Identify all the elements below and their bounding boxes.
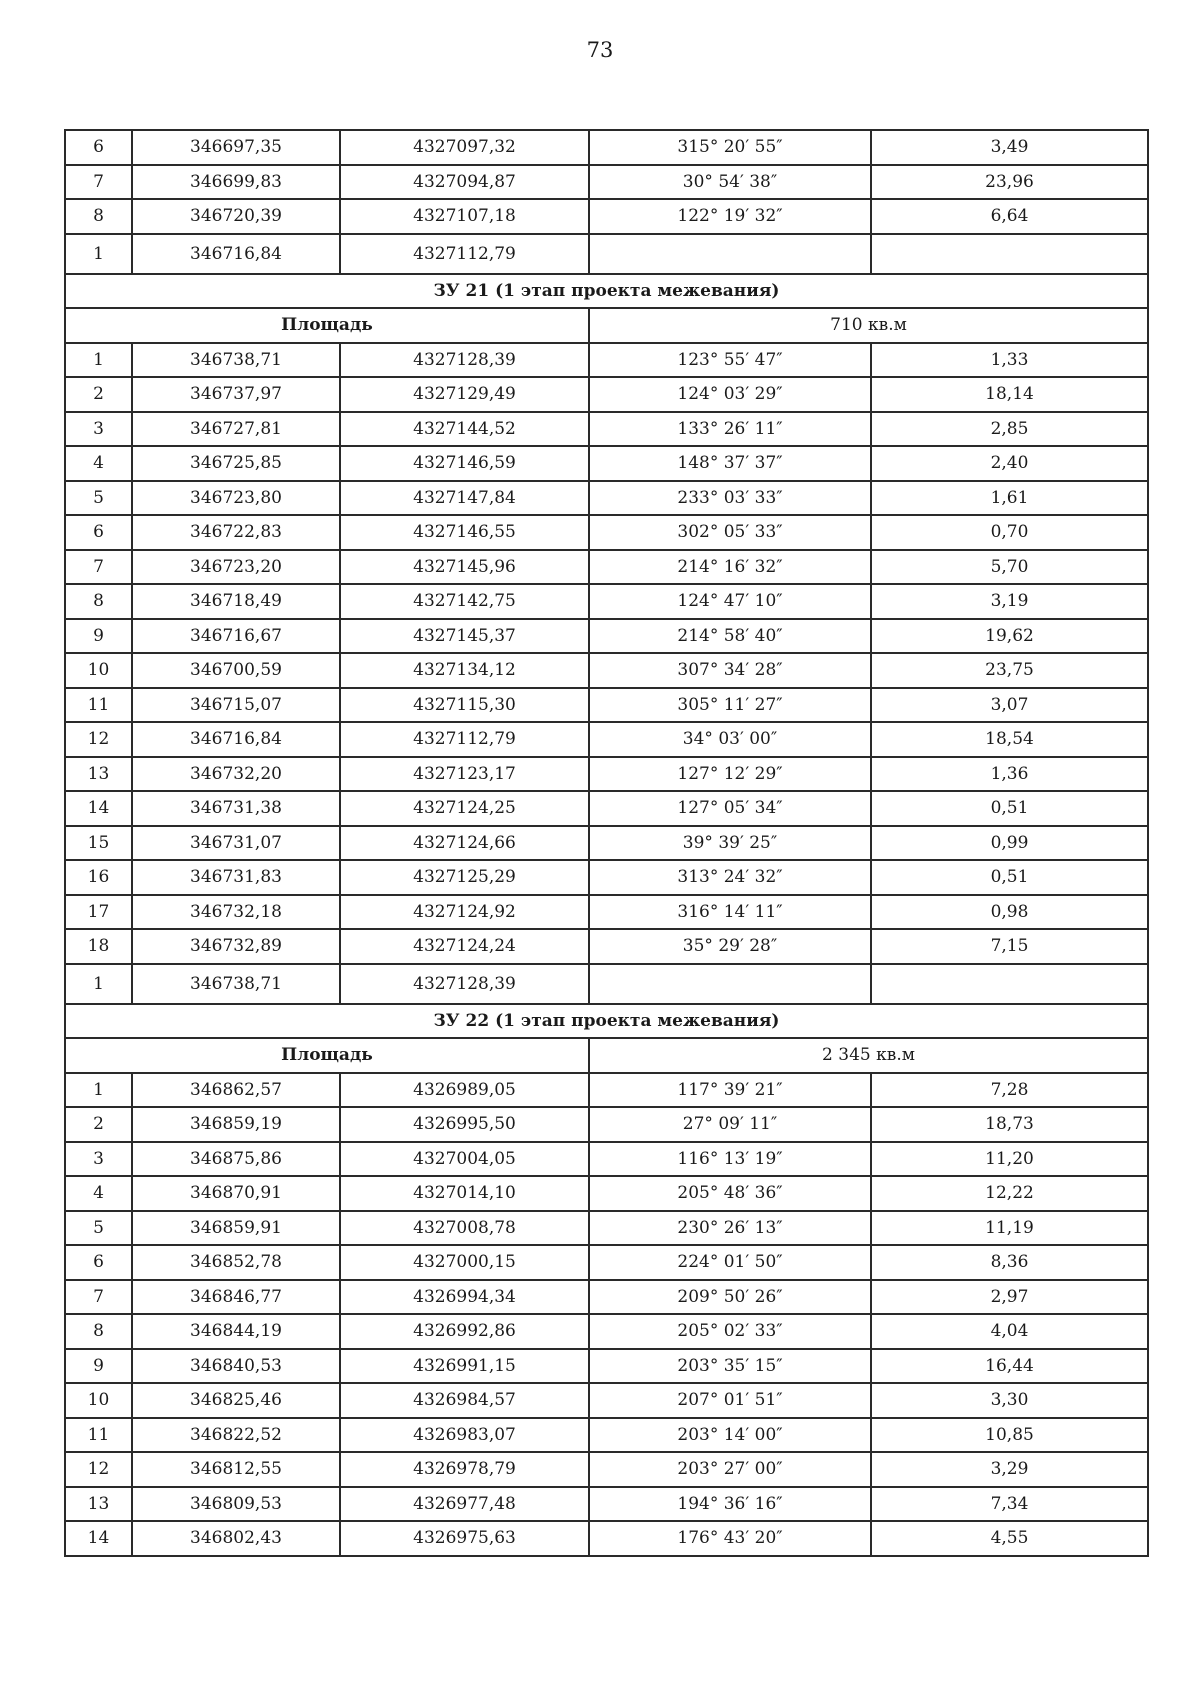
table-row [65, 446, 1148, 481]
coordinate-x: 346738,71 [132, 343, 340, 378]
point-number: 8 [65, 1314, 132, 1349]
point-number: 6 [65, 1245, 132, 1280]
segment-length: 5,70 [871, 550, 1148, 585]
point-number: 1 [65, 964, 132, 1004]
table-row [65, 550, 1148, 585]
area-value: 710 кв.м [589, 308, 1148, 343]
segment-length: 3,07 [871, 688, 1148, 723]
point-number: 7 [65, 165, 132, 200]
coordinate-x: 346731,83 [132, 860, 340, 895]
direction-angle: 30° 54′ 38″ [589, 165, 871, 200]
coordinate-y: 4327142,75 [340, 584, 589, 619]
coordinate-x: 346697,35 [132, 130, 340, 165]
direction-angle: 127° 12′ 29″ [589, 757, 871, 792]
table-row [65, 1314, 1148, 1349]
coordinate-x: 346716,84 [132, 722, 340, 757]
segment-length: 0,51 [871, 860, 1148, 895]
coordinate-y: 4327129,49 [340, 377, 589, 412]
direction-angle: 302° 05′ 33″ [589, 515, 871, 550]
point-number: 14 [65, 791, 132, 826]
direction-angle: 124° 03′ 29″ [589, 377, 871, 412]
direction-angle: 315° 20′ 55″ [589, 130, 871, 165]
direction-angle: 148° 37′ 37″ [589, 446, 871, 481]
segment-length: 12,22 [871, 1176, 1148, 1211]
point-number: 2 [65, 377, 132, 412]
coordinate-x: 346812,55 [132, 1452, 340, 1487]
segment-length: 11,20 [871, 1142, 1148, 1177]
segment-length: 16,44 [871, 1349, 1148, 1384]
direction-angle: 117° 39′ 21″ [589, 1073, 871, 1108]
table-row [65, 412, 1148, 447]
table-row [65, 791, 1148, 826]
point-number: 15 [65, 826, 132, 861]
table-row [65, 1521, 1148, 1556]
point-number: 4 [65, 446, 132, 481]
direction-angle: 209° 50′ 26″ [589, 1280, 871, 1315]
coordinate-x: 346699,83 [132, 165, 340, 200]
direction-angle: 205° 02′ 33″ [589, 1314, 871, 1349]
segment-length: 23,75 [871, 653, 1148, 688]
point-number: 14 [65, 1521, 132, 1556]
segment-length: 1,33 [871, 343, 1148, 378]
coordinate-y: 4327115,30 [340, 688, 589, 723]
direction-angle: 122° 19′ 32″ [589, 199, 871, 234]
table-row [65, 653, 1148, 688]
table-row [65, 1176, 1148, 1211]
coordinate-x: 346716,67 [132, 619, 340, 654]
segment-length: 18,54 [871, 722, 1148, 757]
table-row [65, 722, 1148, 757]
coordinate-y: 4327008,78 [340, 1211, 589, 1246]
coordinate-y: 4327112,79 [340, 234, 589, 274]
segment-length: 2,40 [871, 446, 1148, 481]
direction-angle: 224° 01′ 50″ [589, 1245, 871, 1280]
point-number: 3 [65, 1142, 132, 1177]
segment-length: 18,14 [871, 377, 1148, 412]
coordinate-x: 346716,84 [132, 234, 340, 274]
area-label: Площадь [65, 308, 589, 343]
coordinate-x: 346727,81 [132, 412, 340, 447]
coordinate-x: 346844,19 [132, 1314, 340, 1349]
coordinate-x: 346722,83 [132, 515, 340, 550]
coordinate-x: 346725,85 [132, 446, 340, 481]
coordinate-y: 4326978,79 [340, 1452, 589, 1487]
coordinate-x: 346723,80 [132, 481, 340, 516]
coordinate-x: 346723,20 [132, 550, 340, 585]
coordinate-y: 4327107,18 [340, 199, 589, 234]
segment-length: 7,34 [871, 1487, 1148, 1522]
table-row [65, 929, 1148, 964]
coordinate-y: 4327124,24 [340, 929, 589, 964]
coordinate-x: 346731,07 [132, 826, 340, 861]
coordinate-x: 346802,43 [132, 1521, 340, 1556]
coordinate-y: 4327128,39 [340, 964, 589, 1004]
coordinate-y: 4327145,96 [340, 550, 589, 585]
point-number: 5 [65, 1211, 132, 1246]
point-number: 7 [65, 1280, 132, 1315]
table-row [65, 688, 1148, 723]
coordinate-y: 4327097,32 [340, 130, 589, 165]
area-row [65, 1038, 1148, 1073]
segment-length: 3,30 [871, 1383, 1148, 1418]
table-row [65, 343, 1148, 378]
segment-length: 23,96 [871, 165, 1148, 200]
section-title: ЗУ 21 (1 этап проекта межевания) [65, 274, 1148, 309]
segment-length: 1,61 [871, 481, 1148, 516]
point-number: 18 [65, 929, 132, 964]
coordinate-y: 4327134,12 [340, 653, 589, 688]
coordinates-table-body [65, 130, 1148, 1556]
direction-angle: 194° 36′ 16″ [589, 1487, 871, 1522]
closing-point-row [65, 234, 1148, 274]
coordinate-x: 346700,59 [132, 653, 340, 688]
coordinate-y: 4326977,48 [340, 1487, 589, 1522]
coordinate-y: 4327125,29 [340, 860, 589, 895]
direction-angle: 123° 55′ 47″ [589, 343, 871, 378]
segment-length: 3,19 [871, 584, 1148, 619]
direction-angle: 127° 05′ 34″ [589, 791, 871, 826]
coordinate-y: 4327128,39 [340, 343, 589, 378]
coordinate-x: 346809,53 [132, 1487, 340, 1522]
coordinate-y: 4326991,15 [340, 1349, 589, 1384]
coordinate-x: 346859,91 [132, 1211, 340, 1246]
coordinate-y: 4326992,86 [340, 1314, 589, 1349]
table-row [65, 619, 1148, 654]
table-row [65, 1073, 1148, 1108]
direction-angle: 316° 14′ 11″ [589, 895, 871, 930]
point-number: 8 [65, 584, 132, 619]
direction-angle: 305° 11′ 27″ [589, 688, 871, 723]
table-row [65, 1211, 1148, 1246]
point-number: 16 [65, 860, 132, 895]
coordinate-x: 346846,77 [132, 1280, 340, 1315]
coordinate-y: 4327112,79 [340, 722, 589, 757]
point-number: 4 [65, 1176, 132, 1211]
segment-length [871, 964, 1148, 1004]
coordinate-y: 4327094,87 [340, 165, 589, 200]
coordinates-table [64, 129, 1149, 1557]
segment-length: 2,85 [871, 412, 1148, 447]
table-row [65, 584, 1148, 619]
table-row [65, 1107, 1148, 1142]
table-row [65, 515, 1148, 550]
point-number: 11 [65, 1418, 132, 1453]
table-row [65, 1142, 1148, 1177]
direction-angle: 27° 09′ 11″ [589, 1107, 871, 1142]
direction-angle: 214° 58′ 40″ [589, 619, 871, 654]
direction-angle: 35° 29′ 28″ [589, 929, 871, 964]
table-row [65, 165, 1148, 200]
direction-angle: 203° 27′ 00″ [589, 1452, 871, 1487]
segment-length: 11,19 [871, 1211, 1148, 1246]
point-number: 11 [65, 688, 132, 723]
table-row [65, 1452, 1148, 1487]
table-row [65, 377, 1148, 412]
table-row [65, 860, 1148, 895]
coordinate-y: 4326989,05 [340, 1073, 589, 1108]
segment-length: 4,55 [871, 1521, 1148, 1556]
coordinate-x: 346732,89 [132, 929, 340, 964]
direction-angle: 133° 26′ 11″ [589, 412, 871, 447]
table-row [65, 481, 1148, 516]
coordinate-y: 4326994,34 [340, 1280, 589, 1315]
direction-angle: 203° 14′ 00″ [589, 1418, 871, 1453]
coordinate-y: 4327145,37 [340, 619, 589, 654]
coordinate-y: 4327146,59 [340, 446, 589, 481]
table-row [65, 1280, 1148, 1315]
segment-length: 7,28 [871, 1073, 1148, 1108]
segment-length: 10,85 [871, 1418, 1148, 1453]
direction-angle: 307° 34′ 28″ [589, 653, 871, 688]
coordinate-x: 346822,52 [132, 1418, 340, 1453]
point-number: 13 [65, 757, 132, 792]
coordinate-y: 4327123,17 [340, 757, 589, 792]
table-row [65, 1383, 1148, 1418]
direction-angle: 124° 47′ 10″ [589, 584, 871, 619]
point-number: 1 [65, 1073, 132, 1108]
segment-length [871, 234, 1148, 274]
coordinate-y: 4327144,52 [340, 412, 589, 447]
segment-length: 1,36 [871, 757, 1148, 792]
coordinate-y: 4326984,57 [340, 1383, 589, 1418]
table-row [65, 199, 1148, 234]
coordinate-y: 4327014,10 [340, 1176, 589, 1211]
coordinate-x: 346862,57 [132, 1073, 340, 1108]
table-row [65, 1418, 1148, 1453]
segment-length: 7,15 [871, 929, 1148, 964]
closing-point-row [65, 964, 1148, 1004]
segment-length: 0,98 [871, 895, 1148, 930]
table-row [65, 826, 1148, 861]
coordinate-y: 4327124,92 [340, 895, 589, 930]
coordinate-x: 346852,78 [132, 1245, 340, 1280]
area-label: Площадь [65, 1038, 589, 1073]
coordinate-x: 346738,71 [132, 964, 340, 1004]
direction-angle: 176° 43′ 20″ [589, 1521, 871, 1556]
segment-length: 18,73 [871, 1107, 1148, 1142]
direction-angle: 116° 13′ 19″ [589, 1142, 871, 1177]
point-number: 1 [65, 234, 132, 274]
section-title: ЗУ 22 (1 этап проекта межевания) [65, 1004, 1148, 1039]
point-number: 6 [65, 130, 132, 165]
area-row [65, 308, 1148, 343]
segment-length: 2,97 [871, 1280, 1148, 1315]
point-number: 10 [65, 1383, 132, 1418]
point-number: 12 [65, 1452, 132, 1487]
coordinate-y: 4326983,07 [340, 1418, 589, 1453]
point-number: 3 [65, 412, 132, 447]
table-row [65, 1487, 1148, 1522]
coordinate-y: 4327147,84 [340, 481, 589, 516]
direction-angle: 214° 16′ 32″ [589, 550, 871, 585]
segment-length: 0,51 [871, 791, 1148, 826]
segment-length: 0,99 [871, 826, 1148, 861]
point-number: 6 [65, 515, 132, 550]
section-header-row [65, 274, 1148, 309]
coordinate-y: 4327004,05 [340, 1142, 589, 1177]
table-row [65, 1349, 1148, 1384]
coordinate-y: 4327000,15 [340, 1245, 589, 1280]
coordinate-x: 346715,07 [132, 688, 340, 723]
coordinate-y: 4327146,55 [340, 515, 589, 550]
point-number: 17 [65, 895, 132, 930]
table-row [65, 895, 1148, 930]
coordinate-y: 4326995,50 [340, 1107, 589, 1142]
direction-angle: 203° 35′ 15″ [589, 1349, 871, 1384]
point-number: 10 [65, 653, 132, 688]
direction-angle: 233° 03′ 33″ [589, 481, 871, 516]
coordinate-x: 346825,46 [132, 1383, 340, 1418]
coordinate-x: 346737,97 [132, 377, 340, 412]
segment-length: 3,29 [871, 1452, 1148, 1487]
coordinate-y: 4327124,25 [340, 791, 589, 826]
segment-length: 19,62 [871, 619, 1148, 654]
coordinate-x: 346875,86 [132, 1142, 340, 1177]
coordinate-x: 346732,18 [132, 895, 340, 930]
direction-angle: 205° 48′ 36″ [589, 1176, 871, 1211]
coordinate-x: 346731,38 [132, 791, 340, 826]
direction-angle: 39° 39′ 25″ [589, 826, 871, 861]
coordinate-x: 346859,19 [132, 1107, 340, 1142]
coordinate-x: 346840,53 [132, 1349, 340, 1384]
area-value: 2 345 кв.м [589, 1038, 1148, 1073]
table-row [65, 1245, 1148, 1280]
coordinate-y: 4327124,66 [340, 826, 589, 861]
coordinate-x: 346718,49 [132, 584, 340, 619]
coordinate-x: 346732,20 [132, 757, 340, 792]
segment-length: 8,36 [871, 1245, 1148, 1280]
direction-angle: 207° 01′ 51″ [589, 1383, 871, 1418]
point-number: 5 [65, 481, 132, 516]
coordinate-x: 346870,91 [132, 1176, 340, 1211]
point-number: 9 [65, 619, 132, 654]
point-number: 9 [65, 1349, 132, 1384]
point-number: 2 [65, 1107, 132, 1142]
point-number: 8 [65, 199, 132, 234]
direction-angle: 34° 03′ 00″ [589, 722, 871, 757]
direction-angle [589, 964, 871, 1004]
table-row [65, 130, 1148, 165]
point-number: 1 [65, 343, 132, 378]
direction-angle: 313° 24′ 32″ [589, 860, 871, 895]
segment-length: 4,04 [871, 1314, 1148, 1349]
direction-angle: 230° 26′ 13″ [589, 1211, 871, 1246]
segment-length: 3,49 [871, 130, 1148, 165]
point-number: 13 [65, 1487, 132, 1522]
page-number: 73 [586, 38, 614, 62]
segment-length: 6,64 [871, 199, 1148, 234]
segment-length: 0,70 [871, 515, 1148, 550]
section-header-row [65, 1004, 1148, 1039]
point-number: 7 [65, 550, 132, 585]
coordinate-x: 346720,39 [132, 199, 340, 234]
point-number: 12 [65, 722, 132, 757]
coordinate-y: 4326975,63 [340, 1521, 589, 1556]
table-row [65, 757, 1148, 792]
direction-angle [589, 234, 871, 274]
